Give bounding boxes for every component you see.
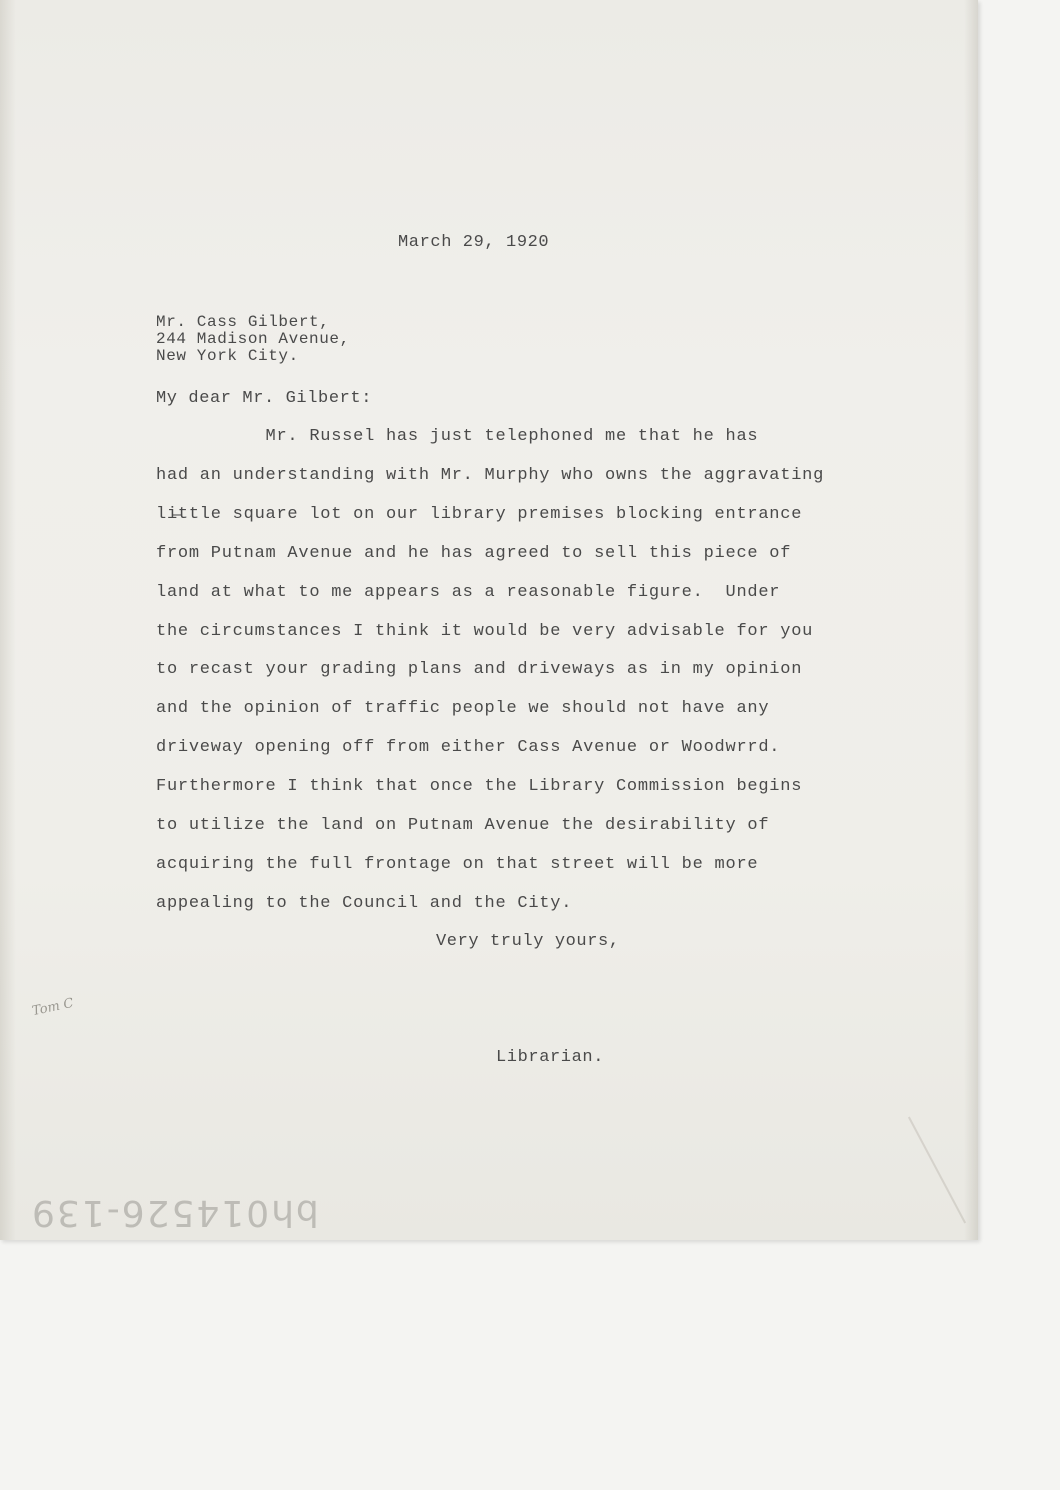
signature-title: Librarian. xyxy=(496,1048,605,1067)
body-line: acquiring the full frontage on that street will be more xyxy=(156,854,759,874)
body-line: the circumstances I think it would be very advisable for you xyxy=(156,621,814,641)
body-line: appealing to the Council and the City. xyxy=(156,893,573,913)
body-line: and the opinion of traffic people we should not have any xyxy=(156,699,770,719)
recipient-name: Mr. Cass Gilbert, xyxy=(156,313,330,331)
pencil-annotation: Tom C xyxy=(30,995,76,1020)
body-line: Furthermore I think that once the Library Commission begins xyxy=(156,777,803,797)
body-line: from Putnam Avenue and he has agreed to sell this piece of xyxy=(156,543,792,563)
paper-crease xyxy=(908,1117,966,1224)
body-line: driveway opening off from either Cass Avenue or Woodwrrd. xyxy=(156,738,781,758)
body-line: to recast your grading plans and driveways as in my opinion xyxy=(156,660,803,680)
archive-stamp: bh014526-139 xyxy=(30,1192,319,1233)
body-line: had an understanding with Mr. Murphy who owns the aggravating xyxy=(156,465,825,485)
body-line: to utilize the land on Putnam Avenue the desirability of xyxy=(156,816,770,835)
recipient-city: New York City. xyxy=(156,347,299,365)
closing: Very truly yours, xyxy=(436,932,620,951)
salutation: My dear Mr. Gilbert: xyxy=(156,389,373,408)
body-line: li̶ttle square lot on our library premises blocking entrance xyxy=(156,504,803,524)
body-line: land at what to me appears as a reasonable figure. Under xyxy=(156,582,781,602)
recipient-street: 244 Madison Avenue, xyxy=(156,330,350,348)
body-line: Mr. Russel has just telephoned me that he has xyxy=(156,427,759,446)
letter-date: March 29, 1920 xyxy=(398,233,550,252)
sheet-shadow-edge xyxy=(0,0,16,1240)
